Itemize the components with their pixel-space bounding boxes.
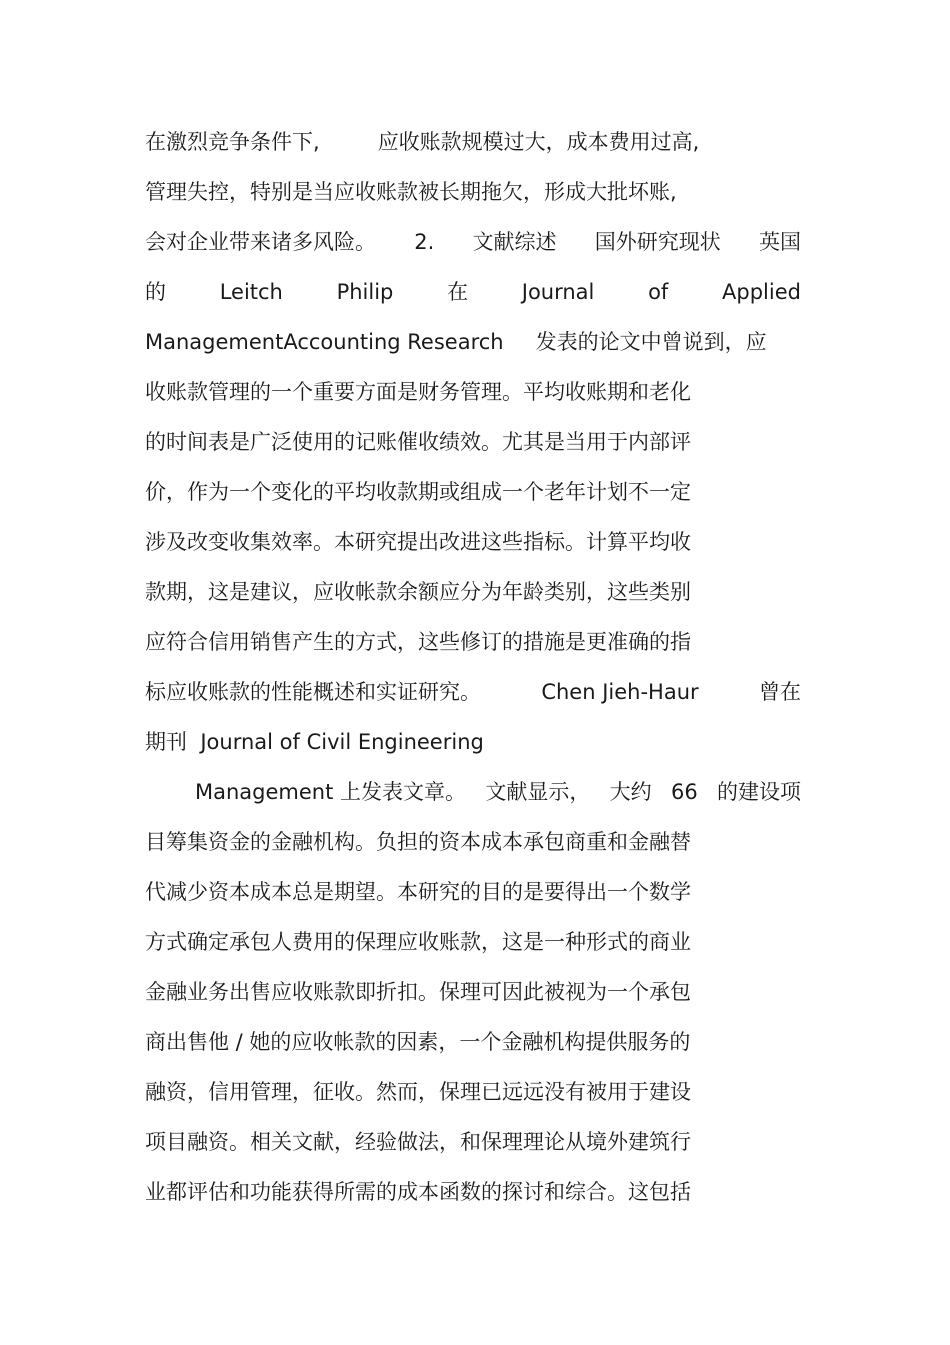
text-segment: Chen Jieh-Haur: [541, 680, 699, 704]
text-segment: 方式确定承包人费用的保理应收账款，这是一种形式的商业: [145, 930, 691, 954]
text-line: [145, 317, 767, 367]
text-segment: 收账款管理的一个重要方面是财务管理。平均收账期和老化: [145, 380, 691, 404]
text-line: [145, 517, 691, 567]
text-segment: 曾在: [758, 680, 801, 704]
text-segment: 目筹集资金的金融机构。负担的资本成本承包商重和金融替: [145, 830, 691, 854]
text-segment: 价，作为一个变化的平均收款期或组成一个老年计划不一定: [145, 480, 691, 504]
text-line: [145, 617, 691, 667]
text-segment: 大约: [609, 780, 652, 804]
text-line: [145, 1017, 690, 1067]
text-line: [145, 717, 484, 767]
text-segment: Leitch: [219, 280, 283, 304]
text-segment: 的建设项: [717, 780, 801, 804]
text-segment: Management 上发表文章。: [195, 780, 467, 804]
text-line: [145, 917, 691, 967]
text-line: [145, 417, 691, 467]
text-segment: Philip: [336, 280, 394, 304]
text-line: [145, 867, 691, 917]
text-segment: 的时间表是广泛使用的记账催收绩效。尤其是当用于内部评: [145, 430, 691, 454]
text-segment: 在激烈竞争条件下,: [145, 130, 320, 154]
text-segment: 发表的论文中曾说到，应: [535, 330, 767, 354]
text-segment: 标应收账款的性能概述和实证研究。: [145, 680, 481, 704]
text-line: [145, 1167, 691, 1217]
text-line: [145, 267, 801, 317]
text-segment: 应符合信用销售产生的方式，这些修订的措施是更准确的指: [145, 630, 691, 654]
text-segment: Applied: [722, 280, 801, 304]
text-segment: 应收账款规模过大，成本费用过高,: [377, 130, 700, 154]
text-line: [145, 467, 691, 517]
subsection-heading: 国外研究现状: [594, 230, 721, 254]
text-line: [145, 117, 699, 167]
text-segment: 管理失控，特别是当应收账款被长期拖欠，形成大批坏账,: [145, 180, 677, 204]
text-line: [145, 1067, 691, 1117]
section-heading: 文献综述: [472, 230, 557, 254]
text-segment: 在: [447, 280, 469, 304]
text-line: [145, 1117, 691, 1167]
text-segment: 会对企业带来诸多风险。: [145, 230, 376, 254]
text-segment: 融资，信用管理，征收。然而，保理已远远没有被用于建设: [145, 1080, 691, 1104]
text-segment: 业都评估和功能获得所需的成本函数的探讨和综合。这包括: [145, 1180, 691, 1204]
text-segment: 款期，这是建议，应收帐款余额应分为年龄类别，这些类别: [145, 580, 691, 604]
text-segment: 商出售他 / 她的应收帐款的因素，一个金融机构提供服务的: [145, 1030, 691, 1054]
text-line: [145, 217, 801, 267]
text-line: [195, 767, 801, 817]
text-segment: 文献显示，: [485, 780, 591, 804]
text-segment: 期刊 Journal of Civil Engineering: [145, 730, 484, 754]
text-segment: 的: [145, 280, 166, 304]
text-segment: 项目融资。相关文献，经验做法，和保理理论从境外建筑行: [145, 1130, 691, 1154]
text-line: [145, 667, 801, 717]
text-segment: 英国: [758, 230, 801, 254]
text-line: [145, 167, 677, 217]
text-line: [145, 967, 691, 1017]
text-segment: ManagementAccounting Research: [145, 330, 504, 354]
text-segment: 代减少资本成本总是期望。本研究的目的是要得出一个数学: [145, 880, 691, 904]
text-segment: Journal: [521, 280, 595, 304]
text-segment: 金融业务出售应收账款即折扣。保理可因此被视为一个承包: [145, 980, 691, 1004]
text-line: [145, 567, 691, 617]
text-segment: 66: [670, 780, 698, 804]
text-line: [145, 817, 691, 867]
text-segment: 2.: [414, 230, 435, 254]
text-segment: of: [648, 280, 669, 304]
text-segment: 涉及改变收集效率。本研究提出改进这些指标。计算平均收: [145, 530, 691, 554]
text-line: [145, 367, 691, 417]
